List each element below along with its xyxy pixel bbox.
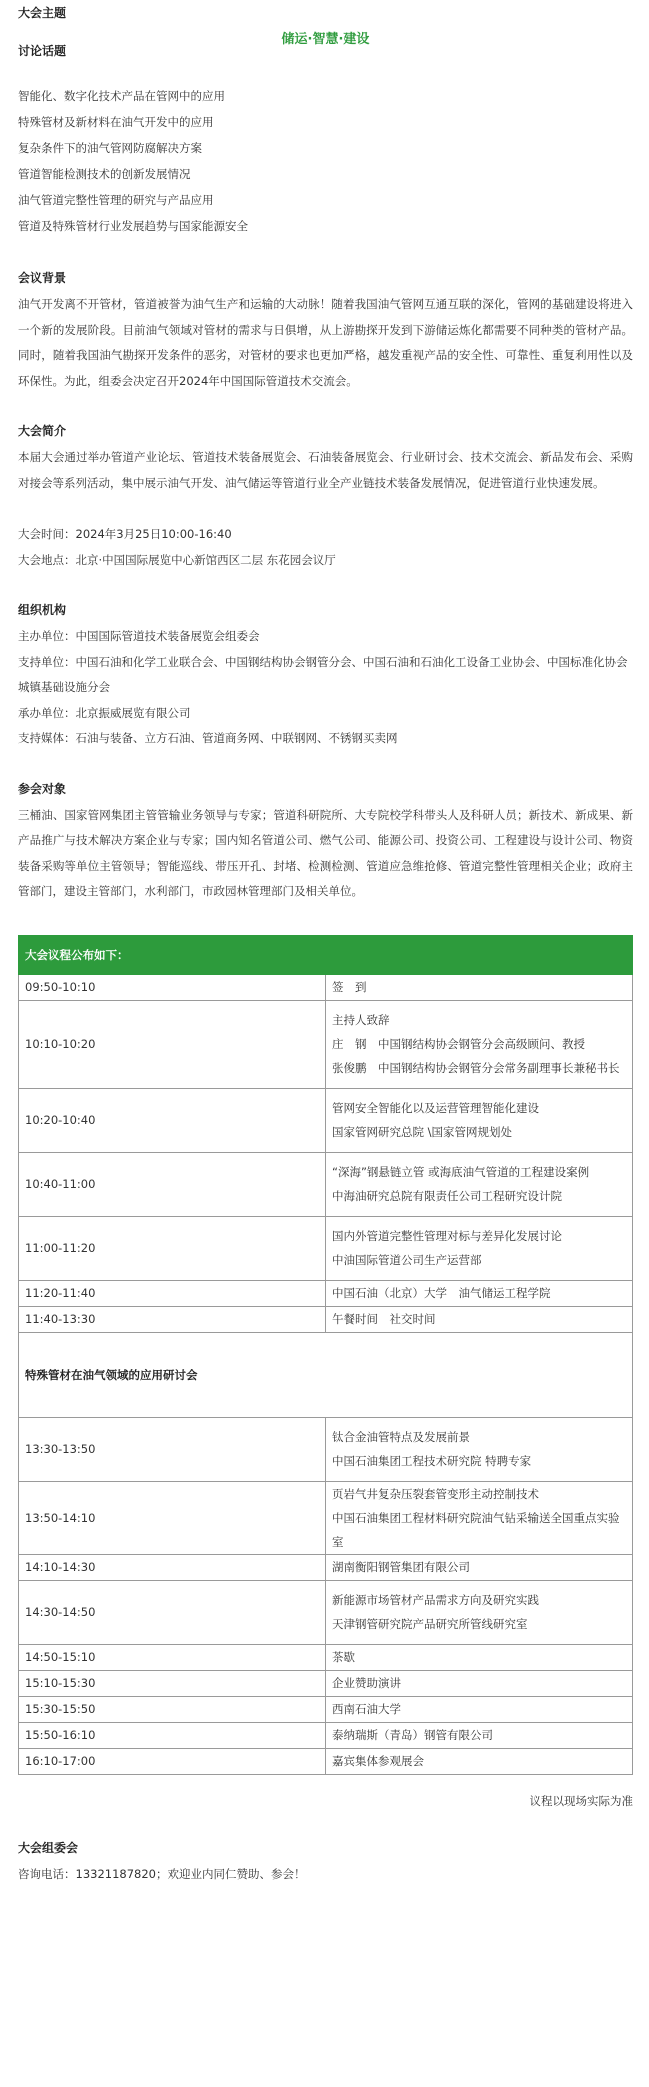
theme-heading: 大会主题 [18, 6, 67, 20]
schedule-line: 企业赞助演讲 [332, 1676, 401, 1690]
schedule-row [19, 1670, 633, 1696]
topic-item: 特殊管材及新材料在油气开发中的应用 [18, 115, 214, 129]
schedule-row [19, 974, 633, 1000]
schedule-line: 页岩气井复杂压裂套管变形主动控制技术 [332, 1486, 539, 1501]
schedule-line: 新能源市场管材产品需求方向及研究实践 [332, 1593, 539, 1607]
schedule-line: 茶歇 [332, 1650, 355, 1664]
schedule-line: 中国石油集团工程材料研究院油气钻采输送全国重点实验室 [332, 1510, 620, 1549]
meeting-time: 大会时间：2024年3月25日10:00-16:40 [18, 527, 232, 541]
schedule-row [19, 1554, 633, 1580]
schedule-row [19, 1580, 633, 1644]
schedule-row [19, 1152, 633, 1216]
org-heading: 组织机构 [18, 603, 67, 617]
schedule-content [326, 1580, 633, 1644]
committee-heading: 大会组委会 [18, 1840, 79, 1855]
meeting-venue: 大会地点：北京·中国国际展览中心新馆西区二层 东花园会议厅 [18, 552, 336, 567]
schedule-table [18, 935, 633, 1775]
theme-slogan: 储运·智慧·建设 [281, 32, 370, 47]
schedule-time: 13:30-13:50 [19, 1417, 326, 1481]
schedule-row [19, 1216, 633, 1280]
schedule-line: 钛合金油管特点及发展前景 [332, 1430, 470, 1444]
schedule-line: 管网安全智能化以及运营管理智能化建设 [332, 1101, 539, 1115]
schedule-content [326, 1722, 633, 1748]
schedule-time: 14:10-14:30 [19, 1554, 326, 1580]
schedule-content [326, 1088, 633, 1152]
schedule-time: 15:10-15:30 [19, 1670, 326, 1696]
schedule-content [326, 1748, 633, 1774]
schedule-line: 午餐时间 社交时间 [332, 1312, 436, 1326]
org-support: 支持单位：中国石油和化学工业联合会、中国钢结构协会钢管分会、中国石油和石油化工设备工业协会、中国标准化协会城镇基础设施分会 [18, 654, 628, 694]
schedule-line: 庄 钢 中国钢结构协会钢管分会高级顾问、教授 [332, 1037, 585, 1051]
schedule-line: 中国石油集团工程技术研究院 特聘专家 [332, 1454, 532, 1468]
schedule-time: 16:10-17:00 [19, 1748, 326, 1774]
schedule-subheader: 特殊管材在油气领域的应用研讨会 [19, 1332, 633, 1417]
schedule-line: 天津钢管研究院产品研究所管线研究室 [332, 1617, 528, 1631]
schedule-row [19, 1748, 633, 1774]
schedule-line: 泰纳瑞斯（青岛）钢管有限公司 [332, 1728, 493, 1742]
schedule-line: 签 到 [332, 980, 367, 994]
schedule-time: 11:00-11:20 [19, 1216, 326, 1280]
theme-section [18, 2, 633, 24]
schedule-content [326, 1280, 633, 1306]
schedule-content [326, 974, 633, 1000]
schedule-content [326, 1306, 633, 1332]
background-text: 油气开发离不开管材，管道被誉为油气生产和运输的大动脉！随着我国油气管网互通互联的深化，管网的基础建设将进入一个新的发展阶段。目前油气领域对管材的需求与日俱增，从上游勘探开发到下游储运炼化都需要不同种类的管材产品。同时，随着我国油气勘探开发条件的恶劣，对管材的要求也更加严格，越发重视产品的安全性、可靠性、重复利用性以及环保性。为此，组委会决定召开2024年中国国际管道技术交流会。 [18, 297, 633, 388]
schedule-time: 14:50-15:10 [19, 1644, 326, 1670]
org-host: 主办单位：中国国际管道技术装备展览会组委会 [18, 629, 260, 643]
schedule-header: 大会议程公布如下： [19, 935, 633, 974]
schedule-row [19, 1696, 633, 1722]
schedule-line: 嘉宾集体参观展会 [332, 1754, 424, 1768]
attendees-text: 三桶油、国家管网集团主管管输业务领导与专家；管道科研院所、大专院校学科带头人及科研人员；新技术、新成果、新产品推广与技术解决方案企业与专家；国内知名管道公司、燃气公司、能源公司、投资公司、工程建设与设计公司、物资装备采购等单位主管领导；智能巡线、带压开孔、封堵、检测检测、管道应急维抢修、管道完整性管理相关企业；政府主管部门，建设主管部门，水利部门，市政园林管理部门及相关单位。 [18, 807, 633, 898]
topic-item: 油气管道完整性管理的研究与产品应用 [18, 193, 214, 207]
org-media: 支持媒体：石油与装备、立方石油、管道商务网、中联钢网、不锈钢买卖网 [18, 731, 398, 745]
intro-heading: 大会简介 [18, 424, 67, 438]
topics-list [18, 83, 633, 239]
schedule-content [326, 1670, 633, 1696]
schedule-subheader-row [19, 1332, 633, 1417]
schedule-content [326, 1000, 633, 1088]
schedule-time: 09:50-10:10 [19, 974, 326, 1000]
schedule-time: 10:20-10:40 [19, 1088, 326, 1152]
schedule-row [19, 1088, 633, 1152]
schedule-time: 11:20-11:40 [19, 1280, 326, 1306]
schedule-time: 14:30-14:50 [19, 1580, 326, 1644]
schedule-row [19, 1417, 633, 1481]
topic-item: 管道智能检测技术的创新发展情况 [18, 167, 191, 181]
schedule-line: 中油国际管道公司生产运营部 [332, 1253, 482, 1267]
intro-text: 本届大会通过举办管道产业论坛、管道技术装备展览会、石油装备展览会、行业研讨会、技术交流会、新品发布会、采购对接会等系列活动，集中展示油气开发、油气储运等管道行业全产业链技术装备发展情况，促进管道行业快速发展。 [18, 450, 633, 490]
schedule-time: 13:50-14:10 [19, 1481, 326, 1554]
background-heading: 会议背景 [18, 271, 67, 285]
schedule-content [326, 1417, 633, 1481]
attendees-heading: 参会对象 [18, 781, 67, 796]
schedule-row [19, 1722, 633, 1748]
schedule-time: 10:40-11:00 [19, 1152, 326, 1216]
schedule-line: 主持人致辞 [332, 1013, 390, 1027]
schedule-time: 15:30-15:50 [19, 1696, 326, 1722]
schedule-row [19, 1306, 633, 1332]
topic-item: 智能化、数字化技术产品在管网中的应用 [18, 89, 225, 103]
schedule-line: “深海”钢悬链立管 或海底油气管道的工程建设案例 [332, 1165, 590, 1179]
schedule-line: 湖南衡阳钢管集团有限公司 [332, 1560, 470, 1574]
schedule-row [19, 1000, 633, 1088]
schedule-line: 国内外管道完整性管理对标与差异化发展讨论 [332, 1229, 562, 1243]
topic-item: 复杂条件下的油气管网防腐解决方案 [18, 141, 202, 155]
schedule-line: 国家管网研究总院 \国家管网规划处 [332, 1125, 513, 1139]
schedule-content [326, 1644, 633, 1670]
schedule-header-row [19, 935, 633, 974]
article [0, 2, 649, 1887]
schedule-line: 中国石油（北京）大学 油气储运工程学院 [332, 1286, 551, 1300]
schedule-row [19, 1280, 633, 1306]
schedule-note: 议程以现场实际为准 [529, 1793, 633, 1808]
schedule-row [19, 1644, 633, 1670]
org-organizer: 承办单位：北京振威展览有限公司 [18, 705, 191, 720]
schedule-content [326, 1216, 633, 1280]
schedule-line: 张俊鹏 中国钢结构协会钢管分会常务副理事长兼秘书长 [332, 1061, 620, 1075]
topic-item: 管道及特殊管材行业发展趋势与国家能源安全 [18, 219, 248, 233]
schedule-time: 15:50-16:10 [19, 1722, 326, 1748]
schedule-line: 西南石油大学 [332, 1702, 401, 1716]
schedule-content [326, 1481, 633, 1554]
schedule-row [19, 1481, 633, 1554]
schedule-content [326, 1696, 633, 1722]
schedule-content [326, 1554, 633, 1580]
topics-heading: 讨论话题 [18, 44, 67, 58]
schedule-time: 11:40-13:30 [19, 1306, 326, 1332]
committee-contact: 咨询电话：13321187820；欢迎业内同仁赞助、参会！ [18, 1866, 306, 1881]
schedule-time: 10:10-10:20 [19, 1000, 326, 1088]
schedule-line: 中海油研究总院有限责任公司工程研究设计院 [332, 1189, 562, 1203]
schedule-content [326, 1152, 633, 1216]
